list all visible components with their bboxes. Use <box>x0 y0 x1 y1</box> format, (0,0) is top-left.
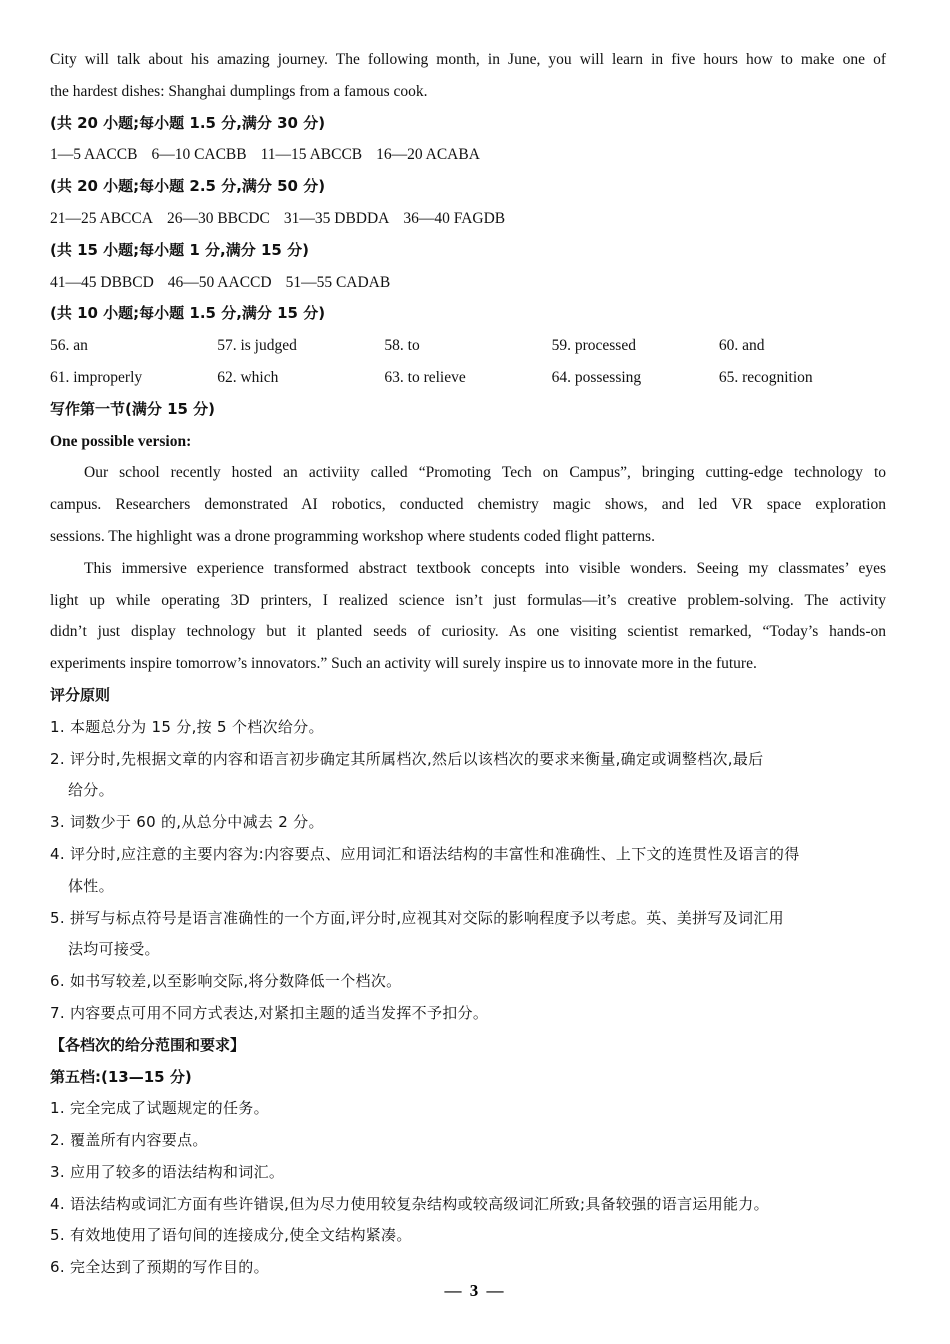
intro-line-1: City will talk about his amazing journey. The following month, in June, you will learn in five hours how to make one of <box>50 51 886 68</box>
answer-group: 41—45 DBBCD <box>50 273 154 291</box>
fill-answer: 58. to <box>384 337 420 355</box>
answer-row-2 <box>50 203 886 235</box>
answer-group: 46—50 AACCD <box>167 273 272 291</box>
rubric-item: 3. 词数少于 60 的,从总分中减去 2 分。 <box>50 813 324 832</box>
fill-answer: 59. processed <box>551 337 636 355</box>
fill-answer-row-1 <box>50 330 886 362</box>
bands-heading: 【各档次的给分范围和要求】 <box>50 1035 246 1054</box>
band5-item: 1. 完全完成了试题规定的任务。 <box>50 1099 269 1118</box>
fill-answer: 56. an <box>50 337 88 355</box>
version-label: One possible version: <box>50 432 192 450</box>
fill-answer: 63. to relieve <box>384 368 466 386</box>
rubric-item: 2. 评分时,先根据文章的内容和语言初步确定其所属档次,然后以该档次的要求来衡量,确定或调整档次,最后 <box>50 749 764 768</box>
answer-row-1 <box>50 139 886 171</box>
rubric-item: 5. 拼写与标点符号是语言准确性的一个方面,评分时,应视其对交际的影响程度予以考虑。英、美拼写及词汇用 <box>50 908 784 927</box>
intro-line-2: the hardest dishes: Shanghai dumplings from a famous cook. <box>50 82 428 100</box>
document-page <box>50 44 886 1284</box>
band5-item: 2. 覆盖所有内容要点。 <box>50 1131 208 1150</box>
answer-row-3 <box>50 267 886 299</box>
rubric-item: 7. 内容要点可用不同方式表达,对紧扣主题的适当发挥不予扣分。 <box>50 1003 489 1022</box>
essay-line: didn’t just display technology but it planted seeds of curiosity. As one visiting scientist remarked, “Today’s hands-on <box>50 623 886 641</box>
answer-group: 6—10 CACBB <box>151 146 247 164</box>
answer-group: 51—55 CADAB <box>285 273 391 291</box>
fill-answer: 60. and <box>718 337 765 355</box>
section-heading-3: (共 15 小题;每小题 1 分,满分 15 分) <box>50 240 309 259</box>
section-heading-2: (共 20 小题;每小题 2.5 分,满分 50 分) <box>50 177 326 196</box>
fill-answer: 64. possessing <box>551 368 642 386</box>
answer-group: 11—15 ABCCB <box>260 146 363 164</box>
rubric-item: 1. 本题总分为 15 分,按 5 个档次给分。 <box>50 717 324 736</box>
page-number: — 3 — <box>444 1281 506 1300</box>
rubric-item-cont: 给分。 <box>68 781 114 800</box>
essay-line: experiments inspire tomorrow’s innovators.” Such an activity will surely inspire us to innovate more in the future. <box>50 655 757 673</box>
rubric-item-cont: 体性。 <box>68 876 114 895</box>
fill-answer: 61. improperly <box>50 368 143 386</box>
answer-group: 26—30 BBCDC <box>166 209 270 227</box>
band5-item: 6. 完全达到了预期的写作目的。 <box>50 1258 269 1277</box>
essay-line: campus. Researchers demonstrated AI robotics, conducted chemistry magic shows, and led VR space exploration <box>50 496 886 514</box>
fill-answer: 65. recognition <box>718 368 813 386</box>
answer-group: 36—40 FAGDB <box>403 209 506 227</box>
answer-group: 1—5 AACCB <box>50 146 138 164</box>
essay-line: Our school recently hosted an activiity called “Promoting Tech on Campus”, bringing cutting-edge technology to <box>84 464 886 482</box>
band5-item: 5. 有效地使用了语句间的连接成分,使全文结构紧凑。 <box>50 1226 412 1245</box>
rubric-heading: 评分原则 <box>50 685 111 704</box>
answer-group: 21—25 ABCCA <box>50 209 153 227</box>
band5-heading: 第五档:(13—15 分) <box>50 1067 192 1086</box>
band5-item: 3. 应用了较多的语法结构和词汇。 <box>50 1162 285 1181</box>
fill-answer-row-2 <box>50 362 886 394</box>
rubric-item-cont: 法均可接受。 <box>68 940 160 959</box>
rubric-item: 6. 如书写较差,以至影响交际,将分数降低一个档次。 <box>50 972 402 991</box>
band5-item: 4. 语法结构或词汇方面有些许错误,但为尽力使用较复杂结构或较高级词汇所致;具备较强的语言运用能力。 <box>50 1194 769 1213</box>
essay-line: This immersive experience transformed abstract textbook concepts into visible wonders. Seeing my classmates’ eyes <box>84 559 886 577</box>
fill-answer: 57. is judged <box>217 337 297 355</box>
writing-heading: 写作第一节(满分 15 分) <box>50 399 216 418</box>
essay-line: sessions. The highlight was a drone programming workshop where students coded flight patterns. <box>50 527 655 545</box>
essay-line: light up while operating 3D printers, I realized science isn’t just formulas—it’s creative problem-solving. The activity <box>50 591 886 609</box>
section-heading-4: (共 10 小题;每小题 1.5 分,满分 15 分) <box>50 304 326 323</box>
rubric-item: 4. 评分时,应注意的主要内容为:内容要点、应用词汇和语法结构的丰富性和准确性、上下文的连贯性及语言的得 <box>50 844 800 863</box>
fill-answer: 62. which <box>217 368 279 386</box>
answer-group: 31—35 DBDDA <box>283 209 390 227</box>
section-heading-1: (共 20 小题;每小题 1.5 分,满分 30 分) <box>50 113 326 132</box>
answer-group: 16—20 ACABA <box>376 146 480 164</box>
